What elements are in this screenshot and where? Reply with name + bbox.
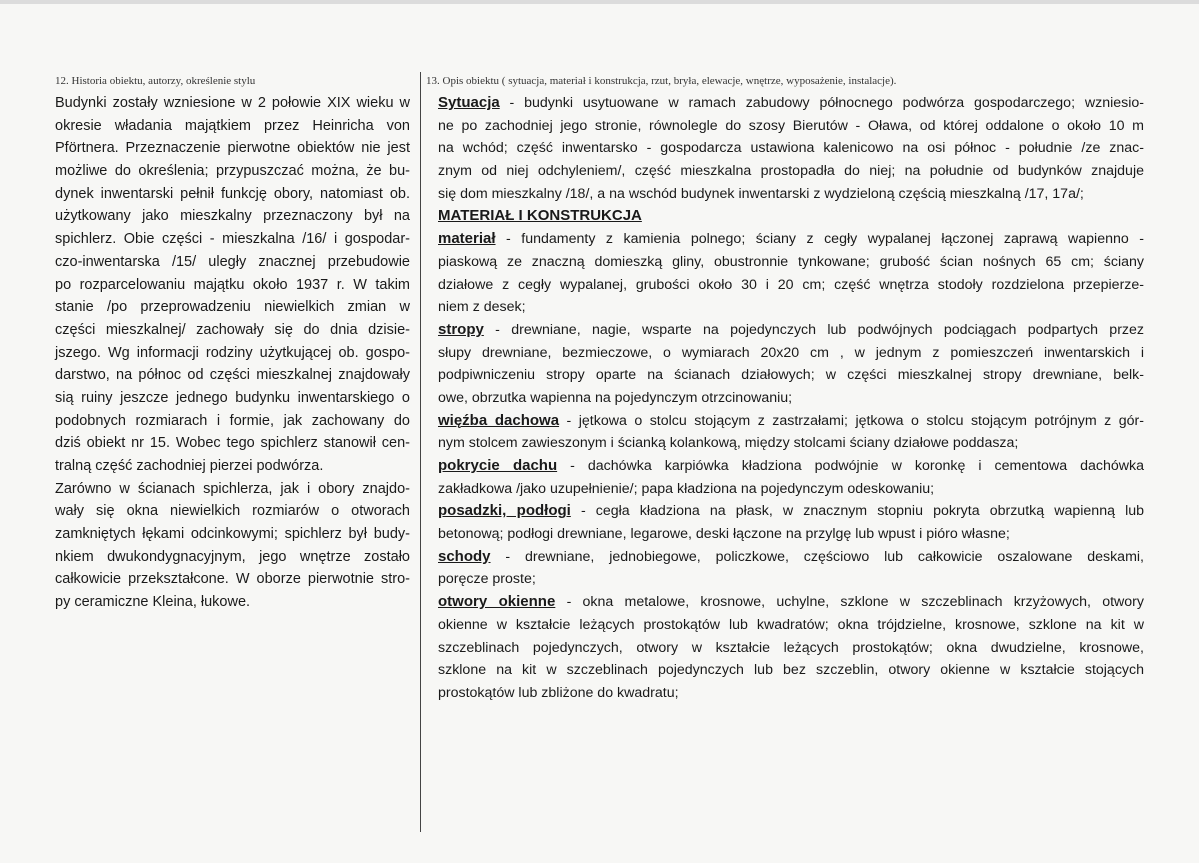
- text-line: [438, 205, 1144, 228]
- text-line: [438, 546, 1144, 569]
- description-body: [438, 92, 1144, 705]
- text-line: [438, 500, 1144, 523]
- text-line: dziś obiekt nr 15. Wobec tego spichlerz stanowił cen-: [55, 435, 410, 452]
- line-text: - jętkowa o stolcu stojącym z zastrzałami; jętkowa o stolcu stojącym potrójnym z gór-: [559, 412, 1144, 429]
- text-line: [438, 637, 1144, 660]
- line-text: na wchód; część inwentarsko - gospodarcza ustawiona kalenicowo na osi północ - południe /ze znac-: [438, 140, 1144, 157]
- text-line: wały się okna niewielkich rozmiarów o otworach: [55, 503, 410, 520]
- text-line: [438, 160, 1144, 183]
- text-line: [438, 591, 1144, 614]
- text-line: spichlerz. Obie części - mieszkalna /16/ i gospodar-: [55, 231, 410, 248]
- text-line: Pförtnera. Przeznaczenie pierwotne obiektów nie jest: [55, 140, 410, 157]
- text-line: [438, 410, 1144, 433]
- section-label: pokrycie dachu: [438, 457, 558, 474]
- history-paragraph-2: [55, 478, 410, 614]
- section-label: materiał: [438, 230, 496, 248]
- text-line: [438, 342, 1144, 365]
- text-line: po rozparcelowaniu majątku około 1937 r. W takim: [55, 276, 410, 293]
- section-label: więźba dachowa: [438, 411, 560, 429]
- text-line: [438, 319, 1144, 342]
- text-line: nkiem dwukondygnacyjnym, jego wnętrze zostało: [55, 548, 410, 565]
- text-line: [438, 682, 1144, 705]
- scan-edge: [0, 0, 1199, 4]
- line-text: betonową; podłogi drewniane, legarowe, deski łączone na przylgę lub wpust i pióro własne;: [438, 526, 1010, 543]
- line-text: - cegła kładziona na płask, w znacznym stopniu pokryta obrzutką wapienną lub: [570, 503, 1145, 520]
- text-line: [438, 364, 1144, 387]
- text-line: darstwo, na północ od części mieszkalnej znajdowały: [55, 367, 410, 384]
- line-text: podpiwniczeniu stropy oparte na ścianach działowych; w części mieszkalnej stropy drewniane, belk-: [438, 367, 1144, 384]
- line-text: - drewniane, nagie, wsparte na pojedynczych lub podwójnych podciągach podpartych przez: [483, 321, 1144, 338]
- line-text: słupy drewniane, bezmieczowe, o wymiarach 20x20 cm , w jednym z pomieszczeń inwentarskich i: [438, 344, 1144, 361]
- section-label: Sytuacja: [438, 94, 500, 111]
- text-line: dynek inwentarski pełnił funkcję obory, natomiast ob.: [55, 185, 410, 202]
- description-column: [426, 73, 1145, 705]
- section-label: MATERIAŁ I KONSTRUKCJA: [438, 207, 642, 225]
- line-text: poręcze proste;: [438, 571, 536, 588]
- text-line: [438, 659, 1144, 682]
- text-line: [438, 137, 1144, 160]
- line-text: ne po zachodniej jego stronie, równolegle do szosy Bierutów - Oława, od której oddalone o około 10 m: [438, 117, 1144, 134]
- text-line: sią ruiny jeszcze jednego budynku inwentarskiego o: [55, 389, 410, 406]
- line-text: - dachówka karpiówka kładziona podwójnie w koronkę i cementowa dachówka: [557, 458, 1144, 474]
- text-line: okresie władania majątkiem przez Heinricha von: [55, 117, 410, 134]
- text-line: [438, 296, 1144, 319]
- history-paragraph-1: [55, 92, 410, 478]
- line-text: - fundamenty z kamienia polnego; ściany z cegły wypalanej łączonej zaprawą wapienno -: [495, 231, 1144, 248]
- line-text: zakładkowa /jako uzupełnienie/; papa kładziona na pojedynczym odeskowaniu;: [438, 480, 935, 497]
- text-line: [438, 274, 1144, 297]
- text-line: użytkowany jako mieszkalny przeznaczony był na: [55, 208, 410, 225]
- text-line: [438, 455, 1144, 478]
- text-line: [438, 115, 1144, 138]
- text-line: [438, 478, 1144, 501]
- line-text: szklone na kit w szczeblinach pojedynczych lub bez szczeblin, otwory okienne w kształcie stojących: [438, 662, 1144, 679]
- line-text: się dom mieszkalny /18/, a na wschód budynek inwentarski z wydzieloną częścią mieszkalną /17, 17a/;: [438, 185, 1084, 202]
- history-heading: 12. Historia obiektu, autorzy, określenie stylu: [55, 75, 256, 87]
- text-line: tralną część zachodniej pierzei podwórza.: [55, 458, 324, 474]
- column-divider: [420, 72, 421, 832]
- text-line: całkowicie przekształcone. W oborze pierwotnie stro-: [55, 571, 410, 588]
- text-line: [438, 92, 1144, 115]
- text-line: stanie /po przeprowadzeniu niewielkich zmian w: [55, 299, 410, 316]
- text-line: [438, 432, 1144, 455]
- line-text: nym stolcem zawieszonym i ścianką kolankową, między stolcami ściany działowe poddasza;: [438, 435, 1019, 452]
- history-column: [55, 73, 410, 614]
- line-text: owe, obrzutka wapienna na pojedynczym otrzcinowaniu;: [438, 389, 793, 406]
- text-line: Zarówno w ścianach spichlerza, jak i obory znajdo-: [55, 480, 410, 497]
- line-text: - drewniane, jednobiegowe, policzkowe, częściowo lub całkowicie oszalowane deskami,: [490, 548, 1144, 565]
- text-line: [438, 183, 1144, 206]
- text-line: [438, 387, 1144, 410]
- text-line: [438, 614, 1144, 637]
- line-text: działowe z cegły wypalanej, grubości około 30 i 20 cm; część wnętrza stodoły rozdzielona przepierze-: [438, 276, 1144, 293]
- text-line: czo-inwentarska /15/ uległy znacznej przebudowie: [55, 253, 410, 270]
- line-text: okienne w kształcie leżących prostokątów lub kwadratów; okna trójdzielne, krosnowe, szklone na kit w: [438, 616, 1144, 633]
- line-text: prostokątów lub zbliżone do kwadratu;: [438, 684, 679, 701]
- text-line: [438, 251, 1144, 274]
- line-text: znym od niej odchyleniem/, część mieszkalna prostopadła do niej; na południe od budynków znajduje: [438, 163, 1144, 180]
- line-text: - okna metalowe, krosnowe, uchylne, szklone w szczeblinach krzyżowych, otwory: [555, 594, 1144, 611]
- line-text: - budynki usytuowane w ramach zabudowy północnego podwórza gospodarczego; wzniesio-: [499, 95, 1144, 111]
- section-label: posadzki, podłogi: [438, 502, 571, 520]
- text-line: zamkniętych łękami odcinkowymi; spichlerz był budy-: [55, 526, 410, 543]
- line-text: piaskową ze znaczną domieszką gliny, obustronnie tynkowane; grubość ścian nośnych 65 cm; ściany: [438, 253, 1144, 270]
- text-line: [438, 228, 1144, 251]
- text-line: możliwe do określenia; przypuszczać można, że bu-: [55, 163, 410, 180]
- line-text: niem z desek;: [438, 299, 526, 316]
- description-heading: 13. Opis obiektu ( sytuacja, materiał i konstrukcja, rzut, bryła, elewacje, wnętrze, wyposażenie, instalacje).: [426, 75, 897, 87]
- text-line: [438, 568, 1144, 591]
- text-line: [438, 523, 1144, 546]
- section-label: otwory okienne: [438, 593, 556, 611]
- text-line: Budynki zostały wzniesione w 2 połowie XIX wieku w: [55, 95, 410, 111]
- section-label: schody: [438, 547, 491, 565]
- text-line: py ceramiczne Kleina, łukowe.: [55, 594, 251, 611]
- text-line: części mieszkalnej/ zachowały się do dnia dzisie-: [55, 321, 410, 338]
- text-line: jszego. Wg informacji rodziny użytkującej ob. gospo-: [55, 344, 410, 361]
- section-label: stropy: [438, 320, 484, 338]
- line-text: szczeblinach pojedynczych, otwory w kształcie leżących prostokątów; okna dwudzielne, krosnowe,: [438, 639, 1144, 656]
- text-line: podobnych rozmiarach i formie, jak zachowany do: [55, 412, 410, 429]
